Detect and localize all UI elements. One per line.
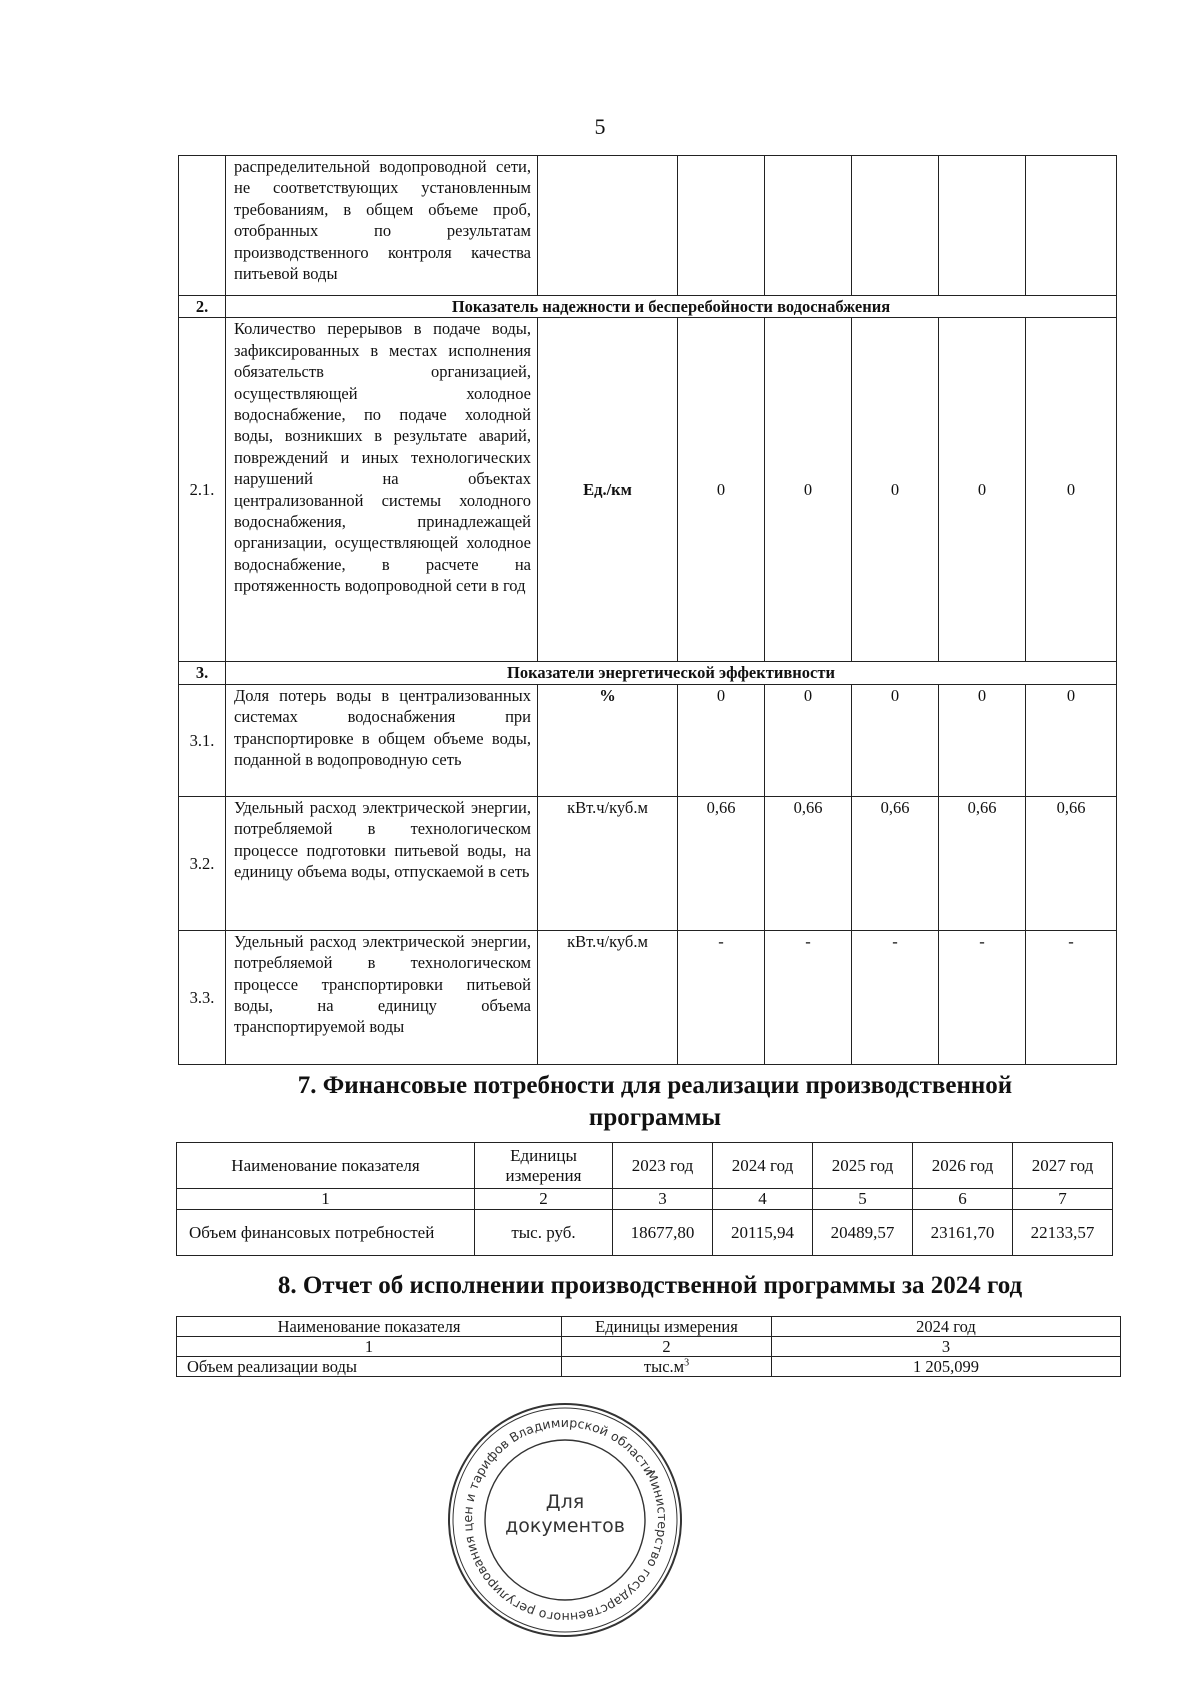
column-number: 5 (813, 1189, 913, 1210)
row-number: 3.3. (179, 930, 226, 1064)
column-header: 2025 год (813, 1143, 913, 1189)
value-cell (765, 156, 852, 296)
section-7-title: 7. Финансовые потребности для реализации производственной программы (297, 1072, 1013, 1131)
unit-cell: кВт.ч/куб.м (538, 796, 678, 930)
indicator-name: Объем финансовых потребностей (177, 1210, 475, 1256)
indicator-name: Объем реализации воды (177, 1357, 562, 1377)
value-cell: 0,66 (1026, 796, 1117, 930)
value-cell: - (765, 930, 852, 1064)
value-cell: 20115,94 (713, 1210, 813, 1256)
value-cell: - (852, 930, 939, 1064)
column-header: Наименование показателя (177, 1317, 562, 1337)
unit-cell: % (538, 684, 678, 796)
value-cell: 0,66 (765, 796, 852, 930)
table-row (179, 796, 1117, 930)
value-cell: 0,66 (678, 796, 765, 930)
unit-cell: тыс. руб. (475, 1210, 613, 1256)
indicator-description: Удельный расход электрической энергии, потребляемой в технологическом процессе подготовки питьевой воды, на единицу объема воды, отпускаемой в сеть (226, 796, 538, 930)
table-row (177, 1357, 1121, 1377)
value-cell: 0 (1026, 318, 1117, 662)
value-cell: 0 (939, 684, 1026, 796)
row-number: 3.2. (179, 796, 226, 930)
value-cell (852, 156, 939, 296)
column-header: Единицы измерения (562, 1317, 772, 1337)
unit-superscript: 3 (684, 1357, 690, 1369)
table-row (179, 930, 1117, 1064)
value-cell: 0 (852, 318, 939, 662)
stamp-ring-text: Министерство государственного регулирования цен и тарифов Владимирской области (459, 1414, 671, 1626)
section-title: Показатель надежности и бесперебойности водоснабжения (226, 296, 1117, 318)
value-cell (1026, 156, 1117, 296)
section-row (179, 296, 1117, 318)
column-header: 2026 год (913, 1143, 1013, 1189)
table-header-row (177, 1317, 1121, 1337)
table-row (179, 684, 1117, 796)
unit-cell: Ед./км (538, 318, 678, 662)
column-number: 2 (475, 1189, 613, 1210)
row-number: 2.1. (179, 318, 226, 662)
column-number: 4 (713, 1189, 813, 1210)
value-cell: - (1026, 930, 1117, 1064)
value-cell (678, 156, 765, 296)
column-number: 7 (1013, 1189, 1113, 1210)
value-cell: 18677,80 (613, 1210, 713, 1256)
indicator-description: Доля потерь воды в централизованных системах водоснабжения при транспортировке в общем объеме воды, поданной в водопроводную сеть (226, 684, 538, 796)
column-number-row (177, 1189, 1113, 1210)
column-header: Наименование показателя (177, 1143, 475, 1189)
unit-cell (538, 156, 678, 296)
value-cell: 23161,70 (913, 1210, 1013, 1256)
table-row (177, 1210, 1113, 1256)
stamp-center-line-2: документов (505, 1515, 625, 1537)
value-cell: 1 205,099 (772, 1357, 1121, 1377)
column-header: 2027 год (1013, 1143, 1113, 1189)
section-row (179, 662, 1117, 684)
row-number: 3.1. (179, 684, 226, 796)
value-cell: 0 (678, 318, 765, 662)
section-number: 3. (179, 662, 226, 684)
column-header: Единицы измерения (475, 1143, 613, 1189)
column-number: 1 (177, 1189, 475, 1210)
stamp-center-line-1: Для (545, 1491, 585, 1513)
table-row (179, 318, 1117, 662)
column-number-row (177, 1337, 1121, 1357)
column-number: 3 (772, 1337, 1121, 1357)
value-cell: 22133,57 (1013, 1210, 1113, 1256)
column-header: 2023 год (613, 1143, 713, 1189)
column-number: 6 (913, 1189, 1013, 1210)
column-header: 2024 год (713, 1143, 813, 1189)
value-cell: 20489,57 (813, 1210, 913, 1256)
unit-text: тыс.м (643, 1357, 685, 1376)
value-cell: - (678, 930, 765, 1064)
value-cell: 0 (1026, 684, 1117, 796)
value-cell: 0 (765, 318, 852, 662)
value-cell: 0 (765, 684, 852, 796)
section-8-title: 8. Отчет об исполнении производственной программы за 2024 год (277, 1272, 1023, 1299)
value-cell: 0 (852, 684, 939, 796)
indicators-table (178, 155, 1117, 1065)
unit-cell (562, 1357, 772, 1377)
official-stamp (445, 1400, 685, 1640)
section-title: Показатели энергетической эффективности (226, 662, 1117, 684)
page-number: 5 (594, 114, 606, 139)
financial-needs-table (176, 1142, 1113, 1256)
table-header-row (177, 1143, 1113, 1189)
program-report-table (176, 1316, 1121, 1377)
column-header: 2024 год (772, 1317, 1121, 1337)
value-cell: 0 (939, 318, 1026, 662)
column-number: 2 (562, 1337, 772, 1357)
stamp-graphic (445, 1400, 685, 1640)
indicator-description: Количество перерывов в подаче воды, зафиксированных в местах исполнения обязательств организацией, осуществляющей холодное водоснабжение, по подаче холодной воды, возникших в результате аварий, повреждений и иных технологических нарушений на объектах централизованной системы холодного водоснабжения, принадлежащей организации, осуществляющей холодное водоснабжение, в расчете на протяженность водопроводной сети в год (226, 318, 538, 662)
value-cell: 0 (678, 684, 765, 796)
section-number: 2. (179, 296, 226, 318)
value-cell: 0,66 (852, 796, 939, 930)
unit-cell: кВт.ч/куб.м (538, 930, 678, 1064)
value-cell: 0,66 (939, 796, 1026, 930)
row-number (179, 156, 226, 296)
table-row (179, 156, 1117, 296)
column-number: 1 (177, 1337, 562, 1357)
value-cell (939, 156, 1026, 296)
indicator-description: распределительной водопроводной сети, не соответствующих установленным требованиям, в общем объеме проб, отобранных по результатам производственного контроля качества питьевой воды (226, 156, 538, 296)
column-number: 3 (613, 1189, 713, 1210)
indicator-description: Удельный расход электрической энергии, потребляемой в технологическом процессе транспортировки питьевой воды, на единицу объема транспортируемой воды (226, 930, 538, 1064)
value-cell: - (939, 930, 1026, 1064)
